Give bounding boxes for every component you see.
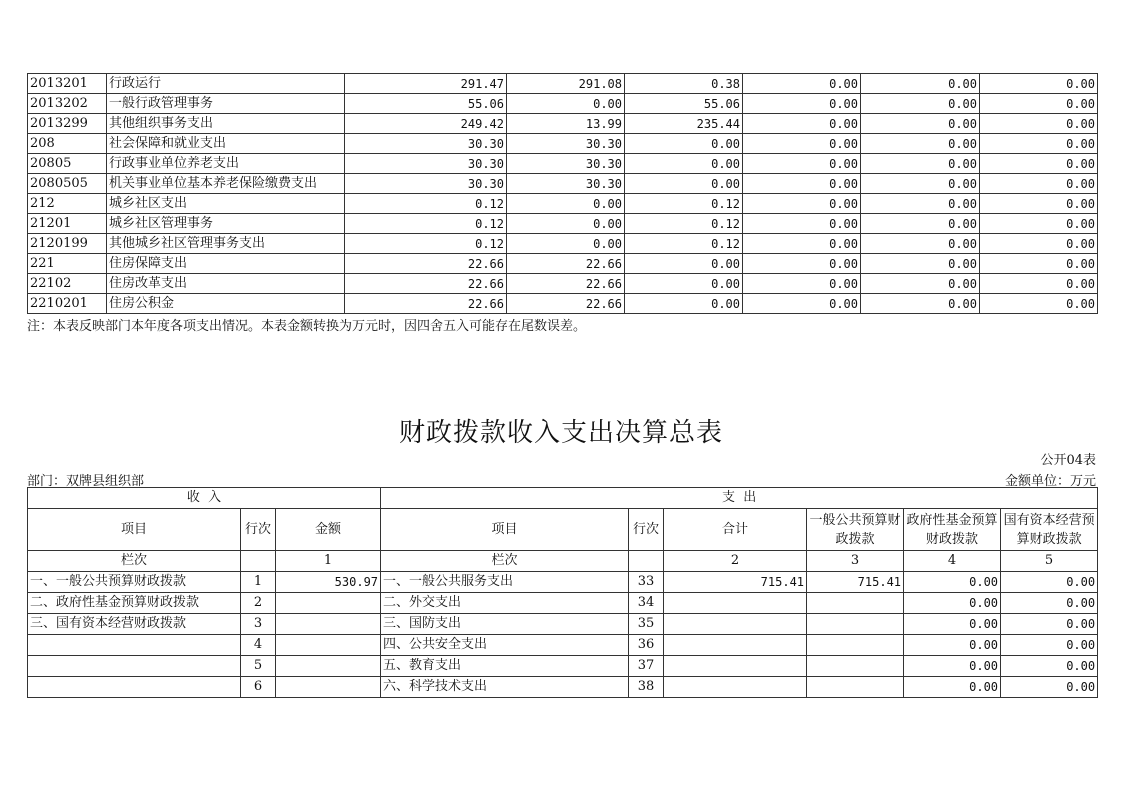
state-capital-amount: 0.00 [1001,656,1098,677]
expense-total: 715.41 [664,572,807,593]
expense-header: 支 出 [381,488,1098,509]
index-2: 2 [664,551,807,572]
table-row [28,174,1098,194]
function-code: 208 [28,134,107,154]
gov-fund-amount: 0.00 [904,614,1001,635]
expenditure-detail-table [27,73,1098,314]
basic-expense: 22.66 [507,274,625,294]
table-row [28,274,1098,294]
table-code: 公开04表 [1040,453,1096,468]
index-4: 4 [904,551,1001,572]
state-capital-amount: 0.00 [1001,677,1098,698]
index-1: 1 [276,551,381,572]
col-header-general-budget: 一般公共预算财政拨款 [807,509,904,551]
basic-expense: 30.30 [507,154,625,174]
col6-value: 0.00 [980,274,1098,294]
function-name: 机关事业单位基本养老保险缴费支出 [107,174,345,194]
column-index-row [28,551,1098,572]
function-name: 住房改革支出 [107,274,345,294]
general-budget-amount: 715.41 [807,572,904,593]
col4-value: 0.00 [743,154,861,174]
function-code: 2013201 [28,74,107,94]
total-expense: 22.66 [345,254,507,274]
col5-value: 0.00 [861,114,980,134]
expense-total [664,593,807,614]
table-row [28,254,1098,274]
table-row [28,94,1098,114]
income-item: 二、政府性基金预算财政拨款 [28,593,241,614]
index-label: 栏次 [28,551,241,572]
col4-value: 0.00 [743,234,861,254]
income-line: 5 [241,656,276,677]
col6-value: 0.00 [980,94,1098,114]
department-label: 部门：双牌县组织部 [27,474,145,489]
function-name: 住房保障支出 [107,254,345,274]
table-row [28,134,1098,154]
col-header-total: 合计 [664,509,807,551]
col4-value: 0.00 [743,114,861,134]
amount-unit-label: 金额单位：万元 [1004,474,1096,489]
col5-value: 0.00 [861,74,980,94]
col6-value: 0.00 [980,254,1098,274]
table-row [28,656,1098,677]
table-row [28,154,1098,174]
table-row [28,593,1098,614]
function-code: 2013202 [28,94,107,114]
total-expense: 22.66 [345,274,507,294]
function-code: 20805 [28,154,107,174]
total-expense: 291.47 [345,74,507,94]
function-name: 其他组织事务支出 [107,114,345,134]
state-capital-amount: 0.00 [1001,635,1098,656]
gov-fund-amount: 0.00 [904,593,1001,614]
income-item [28,656,241,677]
total-expense: 30.30 [345,154,507,174]
col5-value: 0.00 [861,294,980,314]
expense-line: 35 [629,614,664,635]
col4-value: 0.00 [743,254,861,274]
function-name: 一般行政管理事务 [107,94,345,114]
function-code: 22102 [28,274,107,294]
total-expense: 55.06 [345,94,507,114]
col4-value: 0.00 [743,294,861,314]
function-code: 221 [28,254,107,274]
total-expense: 249.42 [345,114,507,134]
function-name: 行政事业单位养老支出 [107,154,345,174]
col5-value: 0.00 [861,234,980,254]
table-note: 注：本表反映部门本年度各项支出情况。本表金额转换为万元时，因四舍五入可能存在尾数误差。 [27,319,587,334]
general-budget-amount [807,677,904,698]
project-expense: 0.00 [625,254,743,274]
basic-expense: 22.66 [507,294,625,314]
col6-value: 0.00 [980,214,1098,234]
col-header-item-expense: 项目 [381,509,629,551]
income-amount [276,677,381,698]
basic-expense: 0.00 [507,234,625,254]
col6-value: 0.00 [980,234,1098,254]
expenditure-detail-body [28,74,1098,314]
col4-value: 0.00 [743,94,861,114]
income-line: 1 [241,572,276,593]
table-row [28,114,1098,134]
gov-fund-amount: 0.00 [904,635,1001,656]
col4-value: 0.00 [743,174,861,194]
project-expense: 55.06 [625,94,743,114]
table-row [28,635,1098,656]
basic-expense: 30.30 [507,134,625,154]
project-expense: 0.00 [625,174,743,194]
col6-value: 0.00 [980,194,1098,214]
section-header-row [28,488,1098,509]
table-row [28,234,1098,254]
function-code: 2080505 [28,174,107,194]
col6-value: 0.00 [980,114,1098,134]
column-header-row [28,509,1098,551]
function-name: 行政运行 [107,74,345,94]
col-header-line-expense: 行次 [629,509,664,551]
project-expense: 0.00 [625,274,743,294]
total-expense: 22.66 [345,294,507,314]
expense-item: 四、公共安全支出 [381,635,629,656]
basic-expense: 30.30 [507,174,625,194]
income-amount [276,635,381,656]
col5-value: 0.00 [861,134,980,154]
basic-expense: 0.00 [507,94,625,114]
project-expense: 0.12 [625,194,743,214]
income-line: 4 [241,635,276,656]
project-expense: 0.00 [625,134,743,154]
total-expense: 30.30 [345,134,507,154]
expense-total [664,656,807,677]
total-expense: 0.12 [345,214,507,234]
income-line: 6 [241,677,276,698]
function-code: 2120199 [28,234,107,254]
expense-item: 五、教育支出 [381,656,629,677]
function-code: 21201 [28,214,107,234]
col4-value: 0.00 [743,194,861,214]
expense-line: 38 [629,677,664,698]
col5-value: 0.00 [861,174,980,194]
income-amount [276,656,381,677]
general-budget-amount [807,614,904,635]
expense-item: 三、国防支出 [381,614,629,635]
expense-total [664,635,807,656]
project-expense: 0.00 [625,154,743,174]
col6-value: 0.00 [980,294,1098,314]
index-5: 5 [1001,551,1098,572]
state-capital-amount: 0.00 [1001,593,1098,614]
function-name: 住房公积金 [107,294,345,314]
expense-item: 六、科学技术支出 [381,677,629,698]
project-expense: 0.00 [625,294,743,314]
col5-value: 0.00 [861,94,980,114]
basic-expense: 22.66 [507,254,625,274]
income-amount [276,614,381,635]
table-row [28,294,1098,314]
project-expense: 0.12 [625,234,743,254]
col4-value: 0.00 [743,134,861,154]
appropriation-summary-table [27,487,1098,698]
project-expense: 0.38 [625,74,743,94]
index-3: 3 [807,551,904,572]
col4-value: 0.00 [743,274,861,294]
col-header-amount: 金额 [276,509,381,551]
expense-total [664,614,807,635]
income-item: 一、一般公共预算财政拨款 [28,572,241,593]
basic-expense: 0.00 [507,214,625,234]
col5-value: 0.00 [861,214,980,234]
income-line: 3 [241,614,276,635]
general-budget-amount [807,593,904,614]
expense-total [664,677,807,698]
basic-expense: 291.08 [507,74,625,94]
income-amount: 530.97 [276,572,381,593]
project-expense: 0.12 [625,214,743,234]
function-code: 2013299 [28,114,107,134]
income-amount [276,593,381,614]
income-item [28,677,241,698]
col-header-state-capital: 国有资本经营预算财政拨款 [1001,509,1098,551]
expense-line: 33 [629,572,664,593]
general-budget-amount [807,656,904,677]
total-expense: 30.30 [345,174,507,194]
col5-value: 0.00 [861,194,980,214]
page-title: 财政拨款收入支出决算总表 [398,418,723,448]
function-code: 2210201 [28,294,107,314]
function-code: 212 [28,194,107,214]
expense-item: 二、外交支出 [381,593,629,614]
table-row [28,194,1098,214]
gov-fund-amount: 0.00 [904,656,1001,677]
col4-value: 0.00 [743,214,861,234]
income-header: 收 入 [28,488,381,509]
table-row [28,214,1098,234]
function-name: 城乡社区管理事务 [107,214,345,234]
basic-expense: 13.99 [507,114,625,134]
table-row [28,74,1098,94]
col6-value: 0.00 [980,134,1098,154]
income-item [28,635,241,656]
index-label-expense: 栏次 [381,551,629,572]
col6-value: 0.00 [980,174,1098,194]
col-header-item: 项目 [28,509,241,551]
income-line: 2 [241,593,276,614]
col6-value: 0.00 [980,74,1098,94]
basic-expense: 0.00 [507,194,625,214]
col-header-line: 行次 [241,509,276,551]
gov-fund-amount: 0.00 [904,677,1001,698]
state-capital-amount: 0.00 [1001,614,1098,635]
gov-fund-amount: 0.00 [904,572,1001,593]
function-name: 其他城乡社区管理事务支出 [107,234,345,254]
expense-line: 34 [629,593,664,614]
summary-body [28,572,1098,698]
col-header-gov-fund: 政府性基金预算财政拨款 [904,509,1001,551]
table-row [28,614,1098,635]
table-row [28,572,1098,593]
total-expense: 0.12 [345,234,507,254]
function-name: 社会保障和就业支出 [107,134,345,154]
function-name: 城乡社区支出 [107,194,345,214]
col5-value: 0.00 [861,154,980,174]
expense-line: 36 [629,635,664,656]
general-budget-amount [807,635,904,656]
project-expense: 235.44 [625,114,743,134]
state-capital-amount: 0.00 [1001,572,1098,593]
col6-value: 0.00 [980,154,1098,174]
table-row [28,677,1098,698]
col4-value: 0.00 [743,74,861,94]
col5-value: 0.00 [861,274,980,294]
income-item: 三、国有资本经营财政拨款 [28,614,241,635]
col5-value: 0.00 [861,254,980,274]
expense-item: 一、一般公共服务支出 [381,572,629,593]
total-expense: 0.12 [345,194,507,214]
expense-line: 37 [629,656,664,677]
